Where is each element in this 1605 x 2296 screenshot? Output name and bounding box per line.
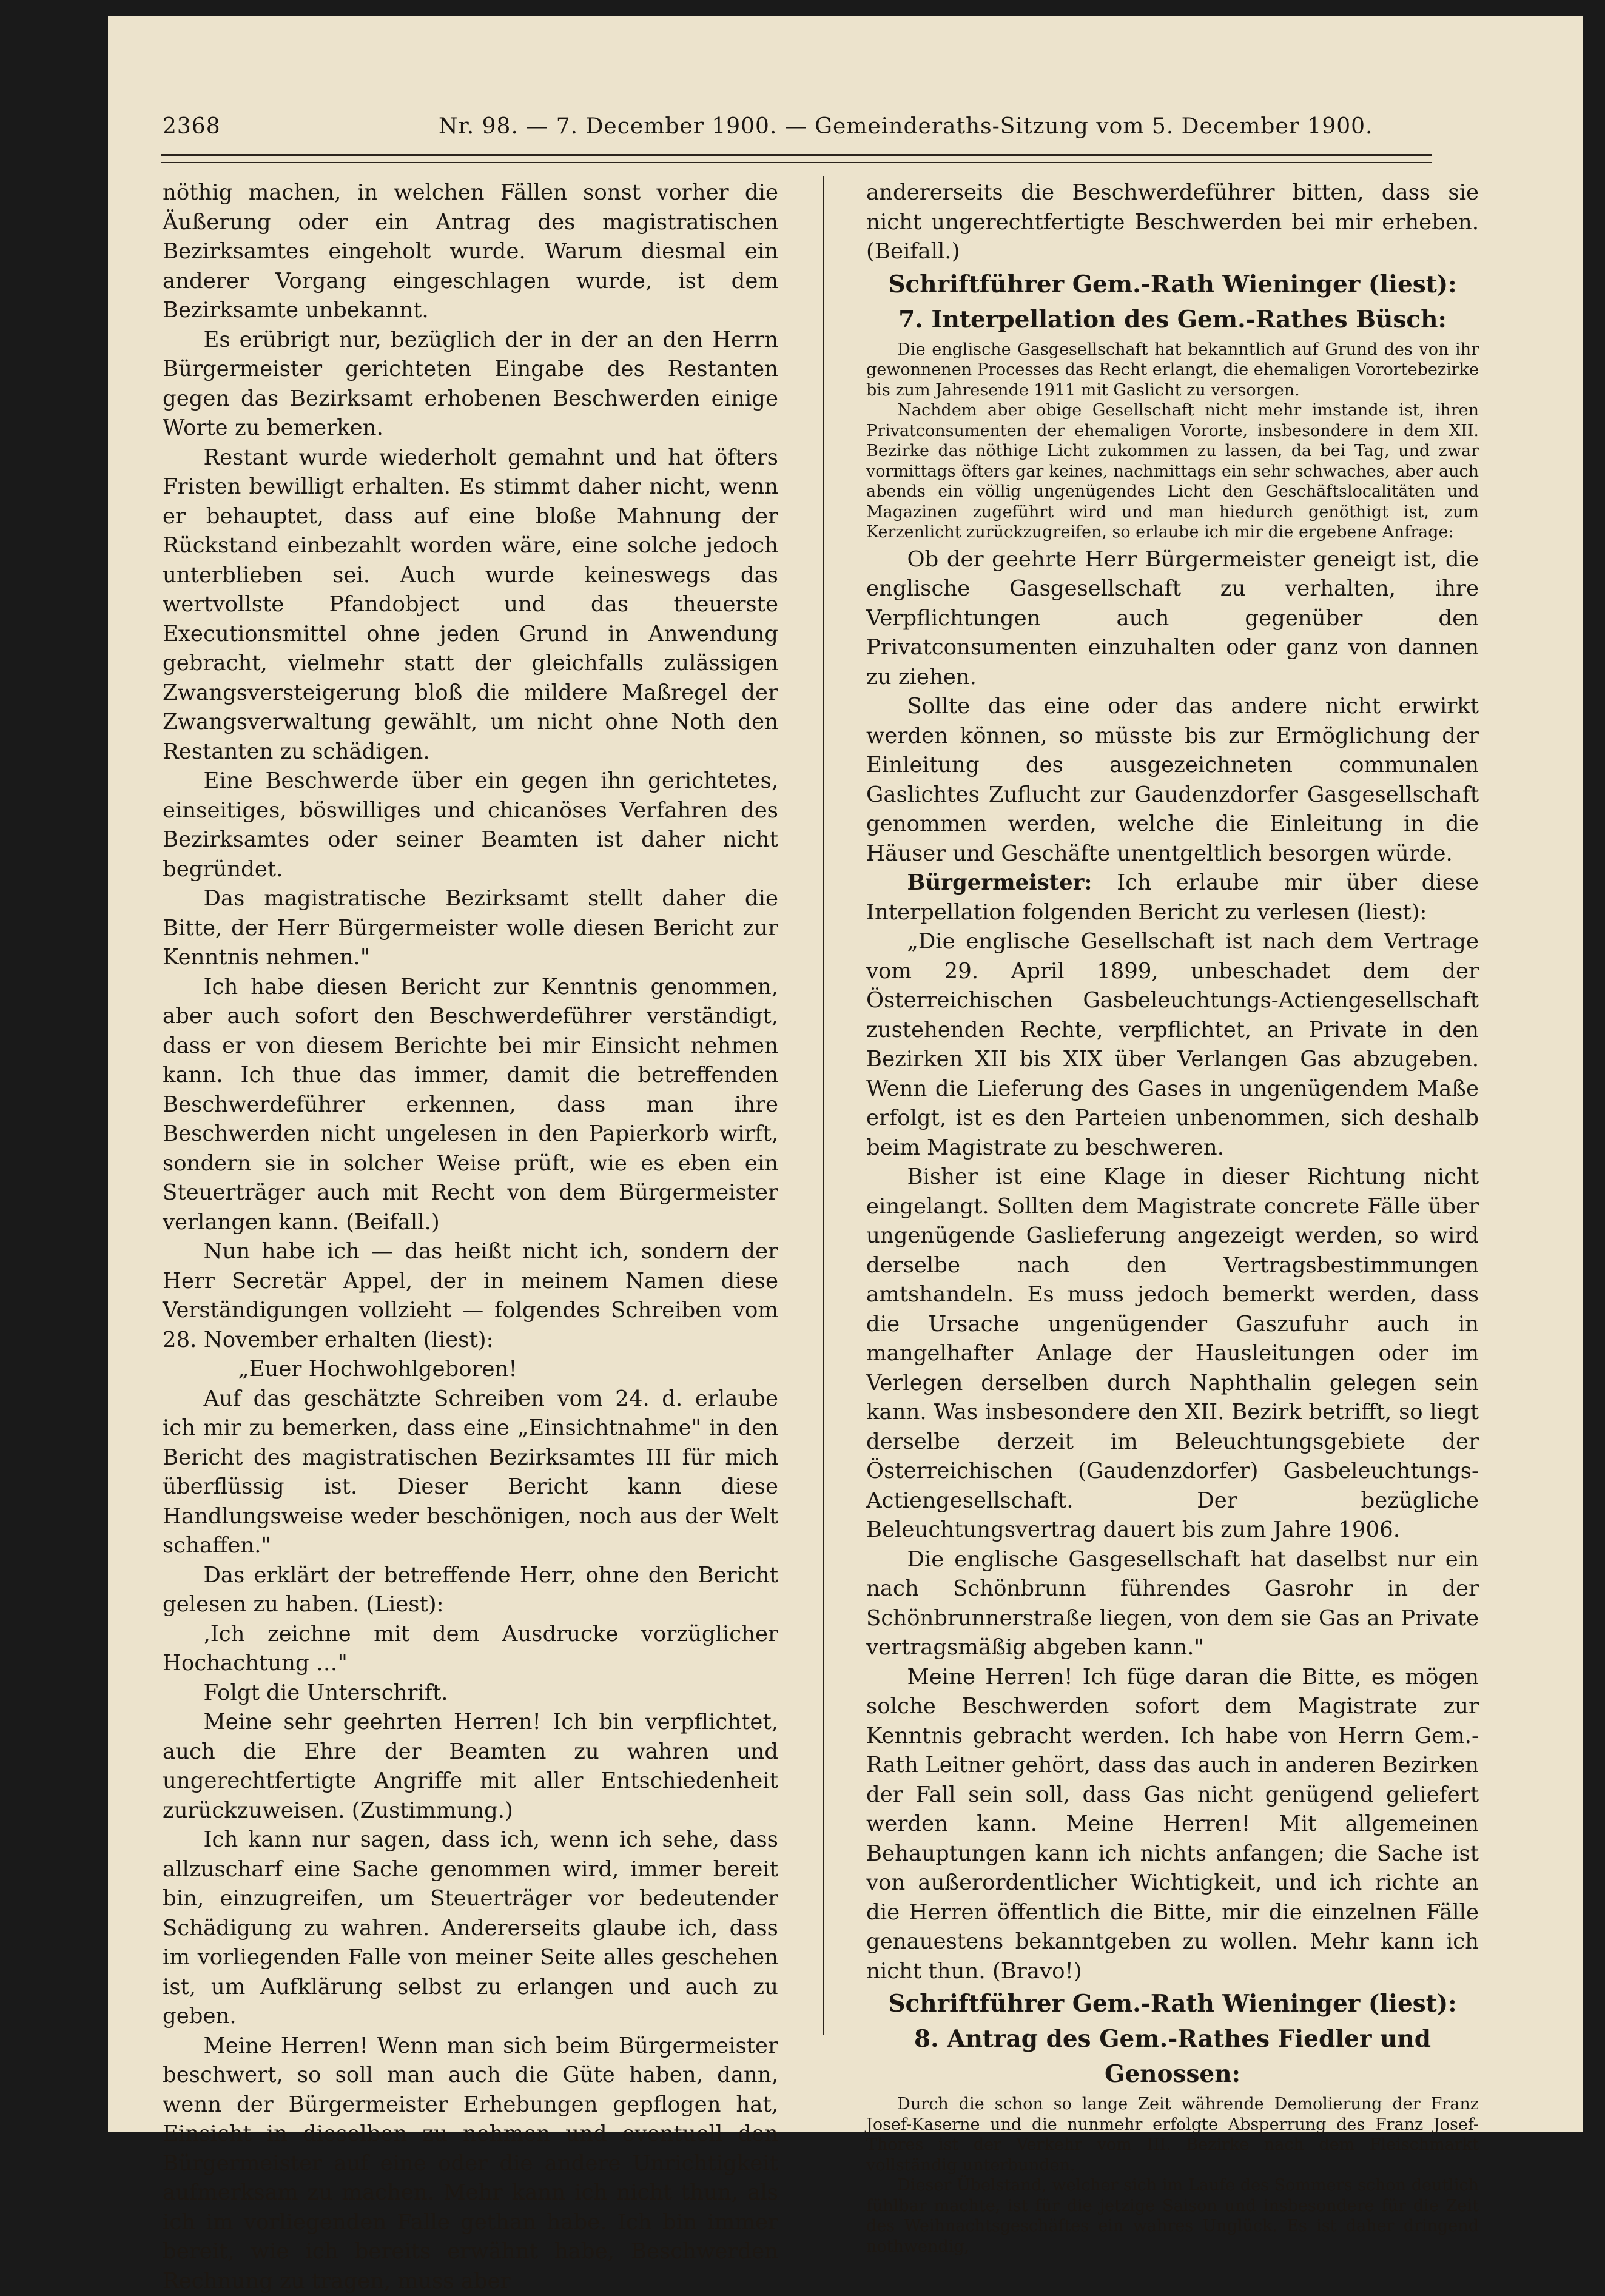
speaker-label: Bürgermeister: [907, 870, 1092, 895]
paragraph: Ich kann nur sagen, dass ich, wenn ich sehe, dass allzuscharf eine Sache genommen wird, immer bereit bin, einzugreifen, um Steuerträger vor bedeutender Schädigung zu wahren. Andererseits glaube ich, dass im vorliegenden Falle von meiner Seite alles geschehen ist, um Aufklärung selbst zu erlangen und auch zu geben. [163, 1825, 778, 2032]
paragraph: Das erklärt der betreffende Herr, ohne den Bericht gelesen zu haben. (Liest): [163, 1561, 778, 1620]
paragraph: Dieser Übelstand, welcher sich im Laufe des Sommers schon deutlich fühlbar machte, ist für die jetzige Saison und insbesondere für die Zeit des Weihnachtsgeschäftes ein wahres Unglück. Es ist daher dringend nothwendig, [866, 2175, 1479, 2257]
paragraph: andererseits die Beschwerdeführer bitten, dass sie nicht ungerechtfertigte Beschwerden bei mir erheben. (Beifall.) [866, 178, 1479, 267]
motion-text [866, 2094, 1479, 2257]
newspaper-page [108, 16, 1583, 2132]
paragraph: Das magistratische Bezirksamt stellt daher die Bitte, der Herr Bürgermeister wolle diesen Bericht zur Kenntnis nehmen." [163, 884, 778, 973]
speaker-text: Ich erlaube mir über diese Interpellation folgenden Bericht zu verlesen (liest): [866, 870, 1479, 925]
paragraph: Folgt die Unterschrift. [163, 1679, 778, 1708]
speaker-heading: Schriftführer Gem.-Rath Wieninger (liest): [866, 267, 1479, 302]
paragraph: Meine Herren! Wenn man sich beim Bürgermeister beschwert, so soll man auch die Güte haben, dann, wenn der Bürgermeister Erhebungen gepflogen hat, Einsicht in dieselben zu nehmen und eventuell den Bürgermeister auf eine oder die andere Unrichtigkeit aufmerksam zu machen. Mehr kann ich nicht thun, als ich im vorliegenden Falle gethan habe. Ich bin immer bereit, wie ich bereits erwähnt habe, Beschwerden Rechnung zu tragen, muss aber [163, 2032, 778, 2296]
page-header-title: Nr. 98. — 7. December 1900. — Gemeinderaths-Sitzung vom 5. December 1900. [439, 114, 1373, 139]
paragraph: Nachdem aber obige Gesellschaft nicht mehr imstande ist, ihren Privatconsumenten der ehemaligen Vororte, insbesondere in dem XII. Bezirke das nöthige Licht zukommen zu lassen, da bei Tag, und zwar vormittags öfters gar keines, nachmittags ein sehr schwaches, aber auch abends ein völlig ungenügendes Licht den Geschäftslocalitäten und Magazinen zugeführt wird und man hiedurch genöthigt ist, zum Kerzenlicht zurückzugreifen, so erlaube ich mir die ergebene Anfrage: [866, 400, 1479, 543]
page-number: 2368 [163, 114, 221, 139]
paragraph: nöthig machen, in welchen Fällen sonst vorher die Äußerung oder ein Antrag des magistratischen Bezirksamtes eingeholt wurde. Warum diesmal ein anderer Vorgang eingeschlagen wurde, ist dem Bezirksamte unbekannt. [163, 178, 778, 326]
paragraph: Bisher ist eine Klage in dieser Richtung nicht eingelangt. Sollten dem Magistrate concrete Fälle über ungenügende Gaslieferung angezeigt werden, so wird derselbe nach den Vertragsbestimmungen amtshandeln. Es muss jedoch bemerkt werden, dass die Ursache ungenügender Gaszufuhr auch in mangelhafter Anlage der Hausleitungen oder im Verlegen derselben durch Naphthalin gelegen sein kann. Was insbesondere den XII. Bezirk betrifft, so liegt derselbe derzeit im Beleuchtungsgebiete der Österreichischen (Gaudenzdorfer) Gasbeleuchtungs-Actiengesellschaft. Der bezügliche Beleuchtungsvertrag dauert bis zum Jahre 1906. [866, 1163, 1479, 1545]
paragraph: Meine Herren! Ich füge daran die Bitte, es mögen solche Beschwerden sofort dem Magistrate zur Kenntnis gebracht werden. Ich habe von Herrn Gem.-Rath Leitner gehört, dass das auch in anderen Bezirken der Fall sein soll, dass Gas nicht genügend geliefert werden kann. Meine Herren! Mit allgemeinen Behauptungen kann ich nichts anfangen; die Sache ist von außerordentlicher Wichtigkeit, und ich richte an die Herren öffentlich die Bitte, mir die einzelnen Fälle genauestens bekanntgeben zu wollen. Mehr kann ich nicht thun. (Bravo!) [866, 1663, 1479, 1987]
paragraph: Ob der geehrte Herr Bürgermeister geneigt ist, die englische Gasgesellschaft zu verhalten, ihre Verpflichtungen auch gegenüber den Privatconsumenten einzuhalten oder ganz von dannen zu ziehen. [866, 545, 1479, 693]
paragraph: Es erübrigt nur, bezüglich der in der an den Herrn Bürgermeister gerichteten Eingabe des Restanten gegen das Bezirksamt erhobenen Beschwerden einige Worte zu bemerken. [163, 326, 778, 443]
paragraph: Durch die schon so lange Zeit währende Demolierung der Franz Josef-Kaserne und die nunmehr erfolgte Absperrung des Franz Josef-Thores ist der Verkehr vom III. Bezirke nach dem Fleischmarkt vollständig unterbunden. [866, 2094, 1479, 2175]
paragraph: Meine sehr geehrten Herren! Ich bin verpflichtet, auch die Ehre der Beamten zu wahren und ungerechtfertigte Angriffe mit aller Entschiedenheit zurückzuweisen. (Zustimmung.) [163, 1708, 778, 1825]
paragraph: Die englische Gasgesellschaft hat daselbst nur ein nach Schönbrunn führendes Gasrohr in der Schönbrunnerstraße liegen, von dem sie Gas an Private vertragsmäßig abgeben kann." [866, 1545, 1479, 1663]
interpellation-text [866, 340, 1479, 543]
header-rule [161, 154, 1432, 163]
agenda-item-heading: 8. Antrag des Gem.-Rathes Fiedler und Genossen: [866, 2021, 1479, 2092]
page-header [163, 114, 1430, 144]
letter-salutation: „Euer Hochwohlgeboren! [163, 1355, 778, 1385]
paragraph: „Die englische Gesellschaft ist nach dem Vertrage vom 29. April 1899, unbeschadet dem der Österreichischen Gasbeleuchtungs-Actiengesellschaft zustehenden Rechte, verpflichtet, an Private in den Bezirken XII bis XIX über Verlangen Gas abzugeben. Wenn die Lieferung des Gases in ungenügendem Maße erfolgt, ist es den Parteien unbenommen, sich deshalb beim Magistrate zu beschweren. [866, 927, 1479, 1163]
paragraph: Restant wurde wiederholt gemahnt und hat öfters Fristen bewilligt erhalten. Es stimmt daher nicht, wenn er behauptet, dass auf eine bloße Mahnung der Rückstand einbezahlt worden wäre, eine solche jedoch unterblieben sei. Auch wurde keineswegs das wertvollste Pfandobject und das theuerste Executionsmittel ohne jeden Grund in Anwendung gebracht, vielmehr statt der gleichfalls zulässigen Zwangsversteigerung bloß die mildere Maßregel der Zwangsverwaltung gewählt, um nicht ohne Noth den Restanten zu schädigen. [163, 443, 778, 767]
left-column [163, 178, 778, 2296]
paragraph: Eine Beschwerde über ein gegen ihn gerichtetes, einseitiges, böswilliges und chicanöses Verfahren des Bezirksamtes oder seiner Beamten ist daher nicht begründet. [163, 767, 778, 884]
paragraph: Die englische Gasgesellschaft hat bekanntlich auf Grund des von ihr gewonnenen Processes das Recht erlangt, die ehemaligen Vorortebezirke bis zum Jahresende 1911 mit Gaslicht zu versorgen. [866, 340, 1479, 401]
paragraph: Ich habe diesen Bericht zur Kenntnis genommen, aber auch sofort den Beschwerdeführer verständigt, dass er von diesem Berichte bei mir Einsicht nehmen kann. Ich thue das immer, damit die betreffenden Beschwerdeführer erkennen, dass man ihre Beschwerden nicht ungelesen in den Papierkorb wirft, sondern sie in solcher Weise prüft, wie es eben ein Steuerträger auch mit Recht von dem Bürgermeister verlangen kann. (Beifall.) [163, 973, 778, 1238]
paragraph: Nun habe ich — das heißt nicht ich, sondern der Herr Secretär Appel, der in meinem Namen diese Verständigungen vollzieht — folgendes Schreiben vom 28. November erhalten (liest): [163, 1237, 778, 1355]
right-column [866, 178, 1479, 2259]
speaker-heading: Schriftführer Gem.-Rath Wieninger (liest): [866, 1986, 1479, 2021]
paragraph [866, 868, 1479, 927]
column-divider [823, 176, 824, 2035]
paragraph: Sollte das eine oder das andere nicht erwirkt werden können, so müsste bis zur Ermöglichung der Einleitung des ausgezeichneten communalen Gaslichtes Zuflucht zur Gaudenzdorfer Gasgesellschaft genommen werden, welche die Einleitung in die Häuser und Geschäfte unentgeltlich besorgen würde. [866, 692, 1479, 868]
paragraph: Auf das geschätzte Schreiben vom 24. d. erlaube ich mir zu bemerken, dass eine „Einsichtnahme" in den Bericht des magistratischen Bezirksamtes III für mich überflüssig ist. Dieser Bericht kann diese Handlungsweise weder beschönigen, noch aus der Welt schaffen." [163, 1385, 778, 1561]
paragraph: ‚Ich zeichne mit dem Ausdrucke vorzüglicher Hochachtung …" [163, 1620, 778, 1679]
agenda-item-heading: 7. Interpellation des Gem.-Rathes Büsch: [866, 302, 1479, 337]
